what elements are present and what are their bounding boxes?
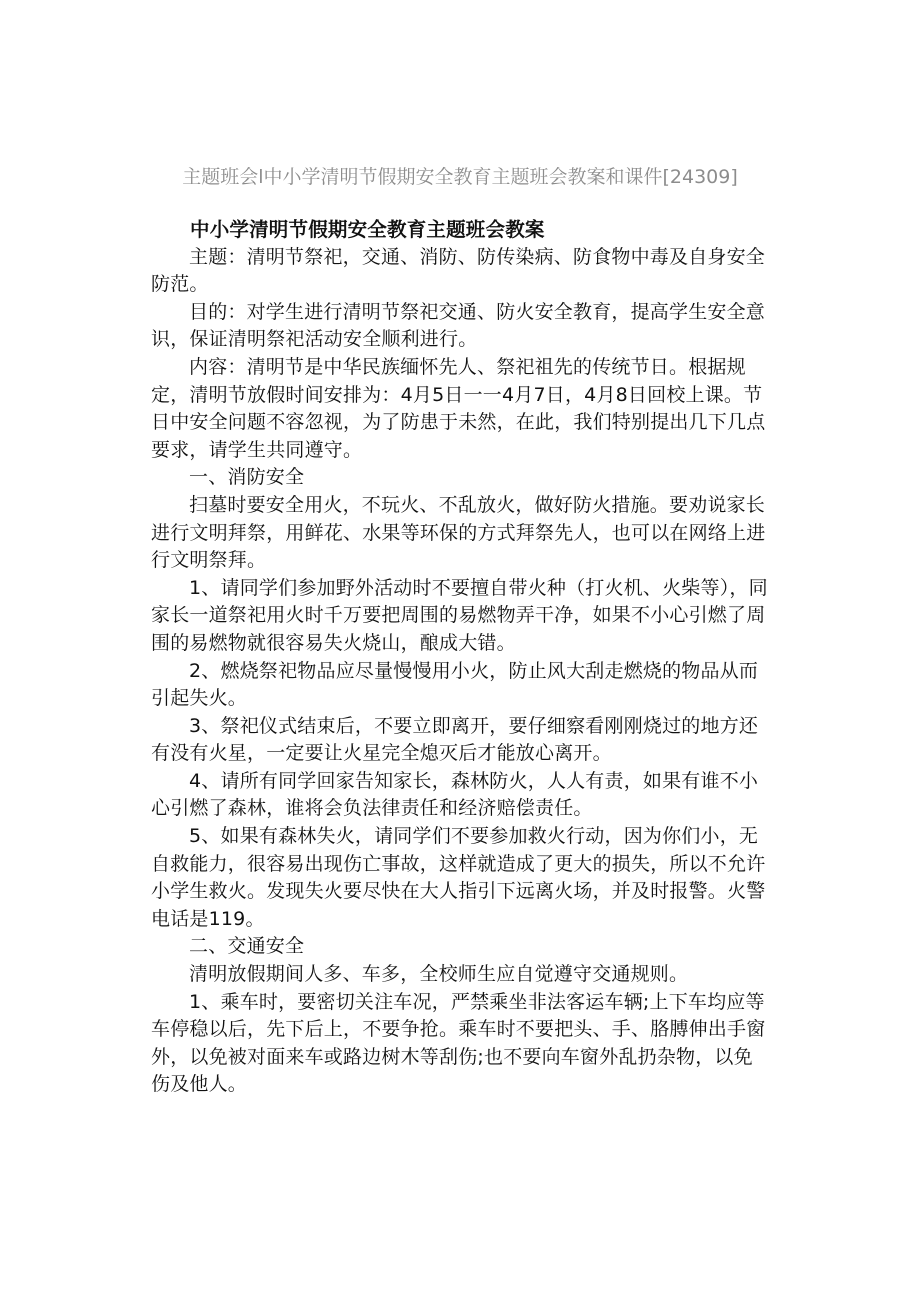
section-heading-fire-safety: 一、消防安全 (189, 466, 305, 489)
fire-rule-3: 3、祭祀仪式结束后，不要立即离开，要仔细察看刚刚烧过的地方还有没有火星，一定要让火星完全熄灭后才能放心离开。 (151, 714, 759, 765)
section-heading-traffic-safety: 二、交通安全 (189, 935, 305, 958)
traffic-rule-1: 1、乘车时，要密切关注车况，严禁乘坐非法客运车辆;上下车均应等车停稳以后，先下后上，不要争抢。乘车时不要把头、手、胳膊伸出手窗外，以免被对面来车或路边树木等刮伤;也不要向车窗外乱扔杂物，以免伤及他人。 (151, 990, 766, 1096)
paragraph-purpose: 目的：对学生进行清明节祭祀交通、防火安全教育，提高学生安全意识，保证清明祭祀活动安全顺利进行。 (151, 300, 766, 351)
paragraph-traffic-intro: 清明放假期间人多、车多，全校师生应自觉遵守交通规则。 (189, 963, 689, 986)
lesson-plan-heading: 中小学清明节假期安全教育主题班会教案 (190, 218, 545, 241)
fire-rule-1: 1、请同学们参加野外活动时不要擅自带火种（打火机、火柴等），同家长一道祭祀用火时千万要把周围的易燃物弄干净，如果不小心引燃了周围的易燃物就很容易失火烧山，酿成大错。 (151, 576, 768, 654)
fire-rule-5: 5、如果有森林失火，请同学们不要参加救火行动，因为你们小，无自救能力，很容易出现伤亡事故，这样就造成了更大的损失，所以不允许小学生救火。发现失火要尽快在大人指引下远离火场，并及时报警。火警电话是119。 (151, 825, 766, 930)
document-title: 主题班会l中小学清明节假期安全教育主题班会教案和课件[24309] (182, 166, 738, 188)
paragraph-theme: 主题：清明节祭祀，交通、消防、防传染病、防食物中毒及自身安全防范。 (151, 245, 766, 296)
document-body (151, 216, 769, 1099)
fire-rule-2: 2、燃烧祭祀物品应尽量慢慢用小火，防止风大刮走燃烧的物品从而引起失火。 (151, 659, 759, 710)
paragraph-fire-intro: 扫墓时要安全用火，不玩火、不乱放火，做好防火措施。要劝说家长进行文明拜祭，用鲜花、水果等环保的方式拜祭先人，也可以在网络上进行文明祭拜。 (151, 493, 766, 572)
fire-rule-4: 4、请所有同学回家告知家长，森林防火，人人有责，如果有谁不小心引燃了森林，谁将会负法律责任和经济赔偿责任。 (151, 769, 759, 820)
paragraph-content: 内容：清明节是中华民族缅怀先人、祭祀祖先的传统节日。根据规定，清明节放假时间安排为：4月5日一一4月7日，4月8日回校上课。节日中安全问题不容忽视，为了防患于未然，在此，我们特别提出几下几点要求，请学生共同遵守。 (151, 355, 766, 461)
